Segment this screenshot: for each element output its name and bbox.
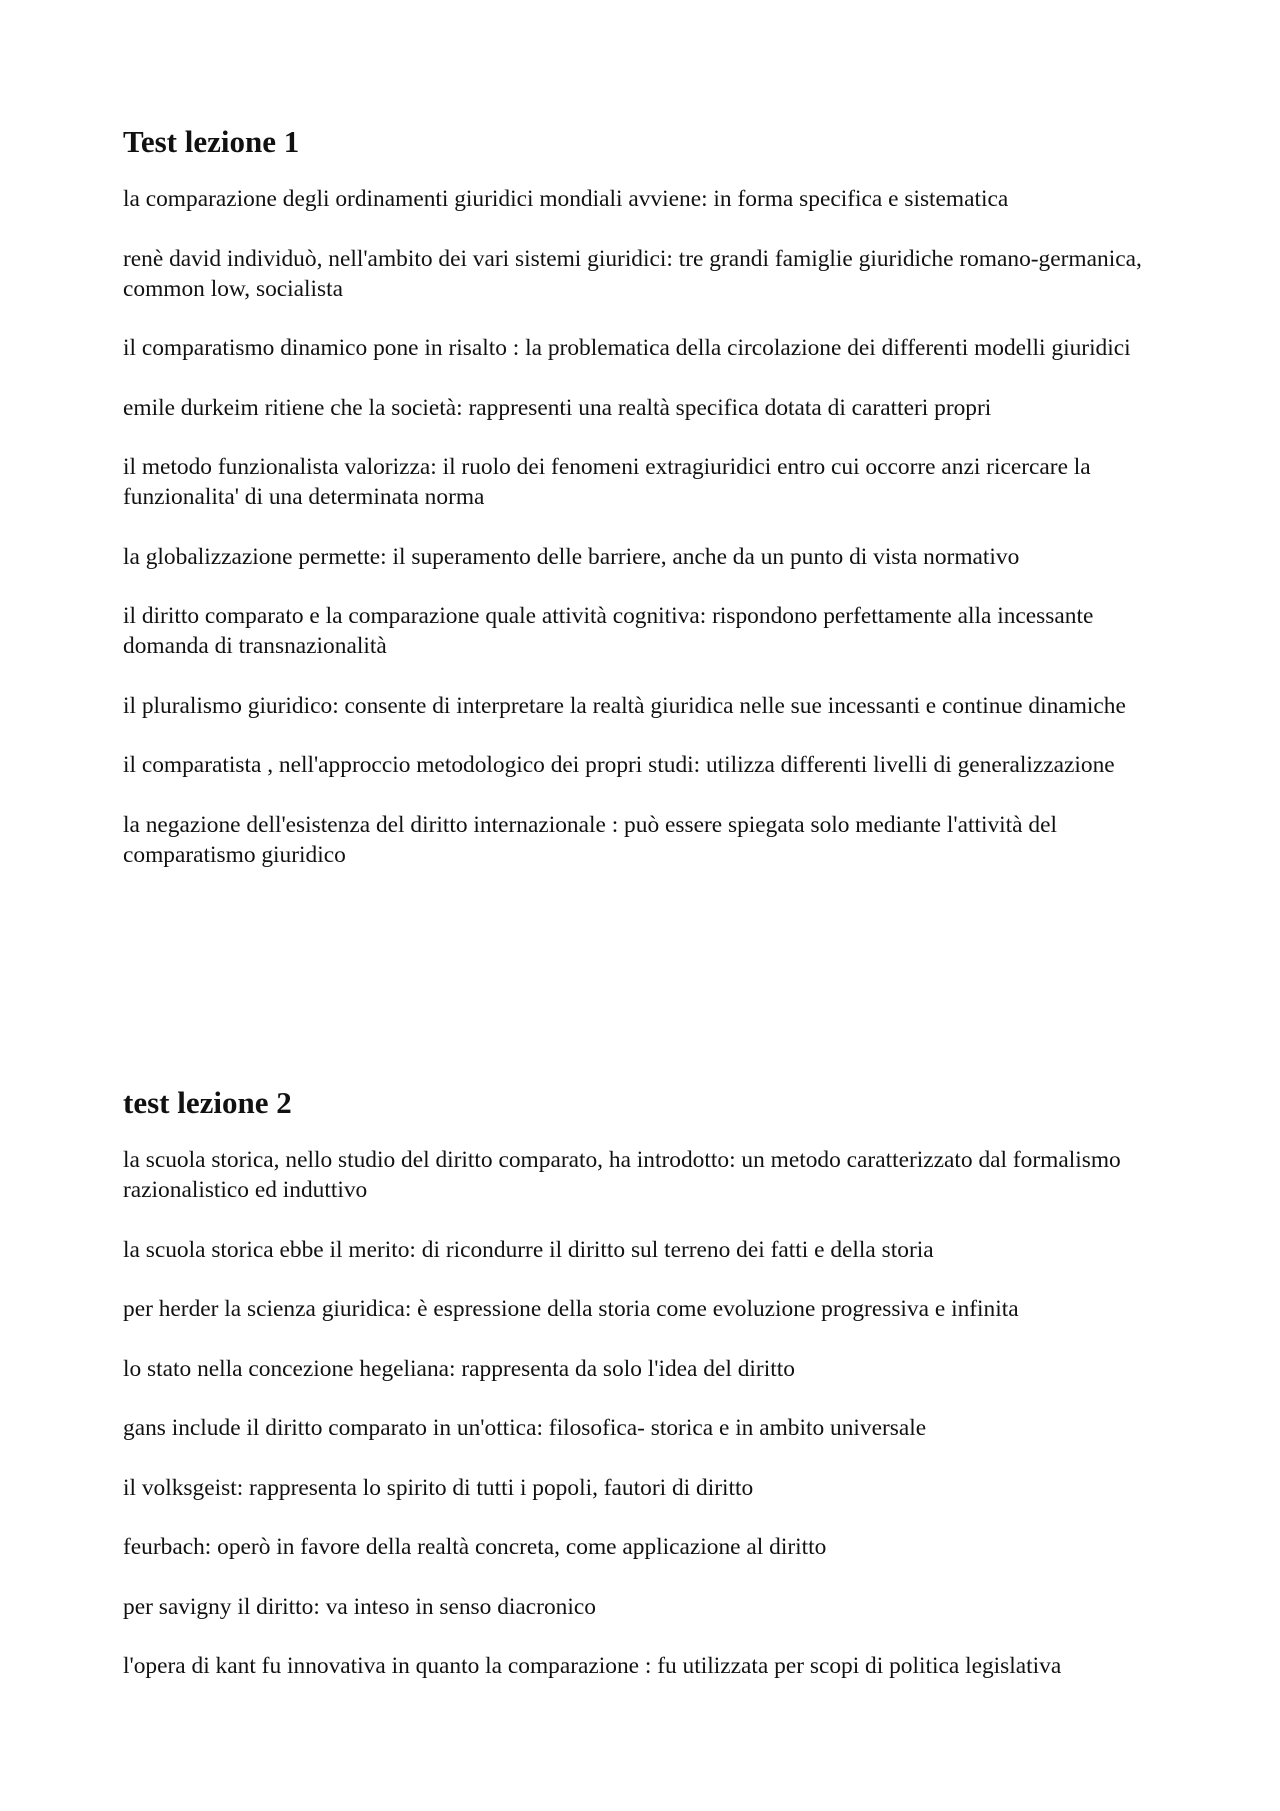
qa-item: la negazione dell'esistenza del diritto internazionale : può essere spiegata solo mediante l'attività del comparatismo giuridico bbox=[123, 811, 1057, 868]
section-title: Test lezione 1 bbox=[123, 124, 300, 159]
qa-item: emile durkeim ritiene che la società: rappresenti una realtà specifica dotata di caratteri propri bbox=[123, 394, 992, 421]
qa-item: la globalizzazione permette: il superamento delle barriere, anche da un punto di vista normativo bbox=[123, 543, 1020, 570]
qa-item: il pluralismo giuridico: consente di interpretare la realtà giuridica nelle sue incessanti e continue dinamiche bbox=[123, 692, 1126, 719]
qa-item: gans include il diritto comparato in un'ottica: filosofica- storica e in ambito universale bbox=[123, 1415, 927, 1441]
qa-item: il comparatismo dinamico pone in risalto : la problematica della circolazione dei differenti modelli giuridici bbox=[123, 335, 1131, 361]
qa-item: l'opera di kant fu innovativa in quanto la comparazione : fu utilizzata per scopi di politica legislativa bbox=[123, 1653, 1062, 1679]
qa-item: il volksgeist: rappresenta lo spirito di tutti i popoli, fautori di diritto bbox=[123, 1474, 754, 1501]
qa-item: la comparazione degli ordinamenti giuridici mondiali avviene: in forma specifica e sistematica bbox=[123, 186, 1009, 212]
section-title: test lezione 2 bbox=[123, 1085, 292, 1120]
qa-item: feurbach: operò in favore della realtà concreta, come applicazione al diritto bbox=[123, 1534, 827, 1560]
section-lezione-2 bbox=[123, 1083, 1183, 1711]
qa-item: la scuola storica ebbe il merito: di ricondurre il diritto sul terreno dei fatti e della storia bbox=[123, 1236, 934, 1263]
qa-item: la scuola storica, nello studio del diritto comparato, ha introdotto: un metodo caratterizzato dal formalismo razionalistico ed induttivo bbox=[123, 1147, 1121, 1203]
qa-item: il metodo funzionalista valorizza: il ruolo dei fenomeni extragiuridici entro cui occorre anzi ricercare la funzionalita' di una determinata norma bbox=[123, 454, 1091, 510]
qa-item: il comparatista , nell'approccio metodologico dei propri studi: utilizza differenti livelli di generalizzazione bbox=[123, 752, 1115, 778]
qa-item: renè david individuò, nell'ambito dei vari sistemi giuridici: tre grandi famiglie giuridiche romano-germanica, common low, socialista bbox=[123, 245, 1142, 302]
qa-item: il diritto comparato e la comparazione quale attività cognitiva: rispondono perfettamente alla incessante domanda di transnazionalità bbox=[123, 603, 1094, 659]
qa-item: lo stato nella concezione hegeliana: rappresenta da solo l'idea del diritto bbox=[123, 1355, 795, 1382]
qa-item: per savigny il diritto: va inteso in senso diacronico bbox=[123, 1593, 596, 1620]
qa-item: per herder la scienza giuridica: è espressione della storia come evoluzione progressiva e infinita bbox=[123, 1296, 1019, 1322]
section-lezione-1 bbox=[123, 122, 1183, 899]
